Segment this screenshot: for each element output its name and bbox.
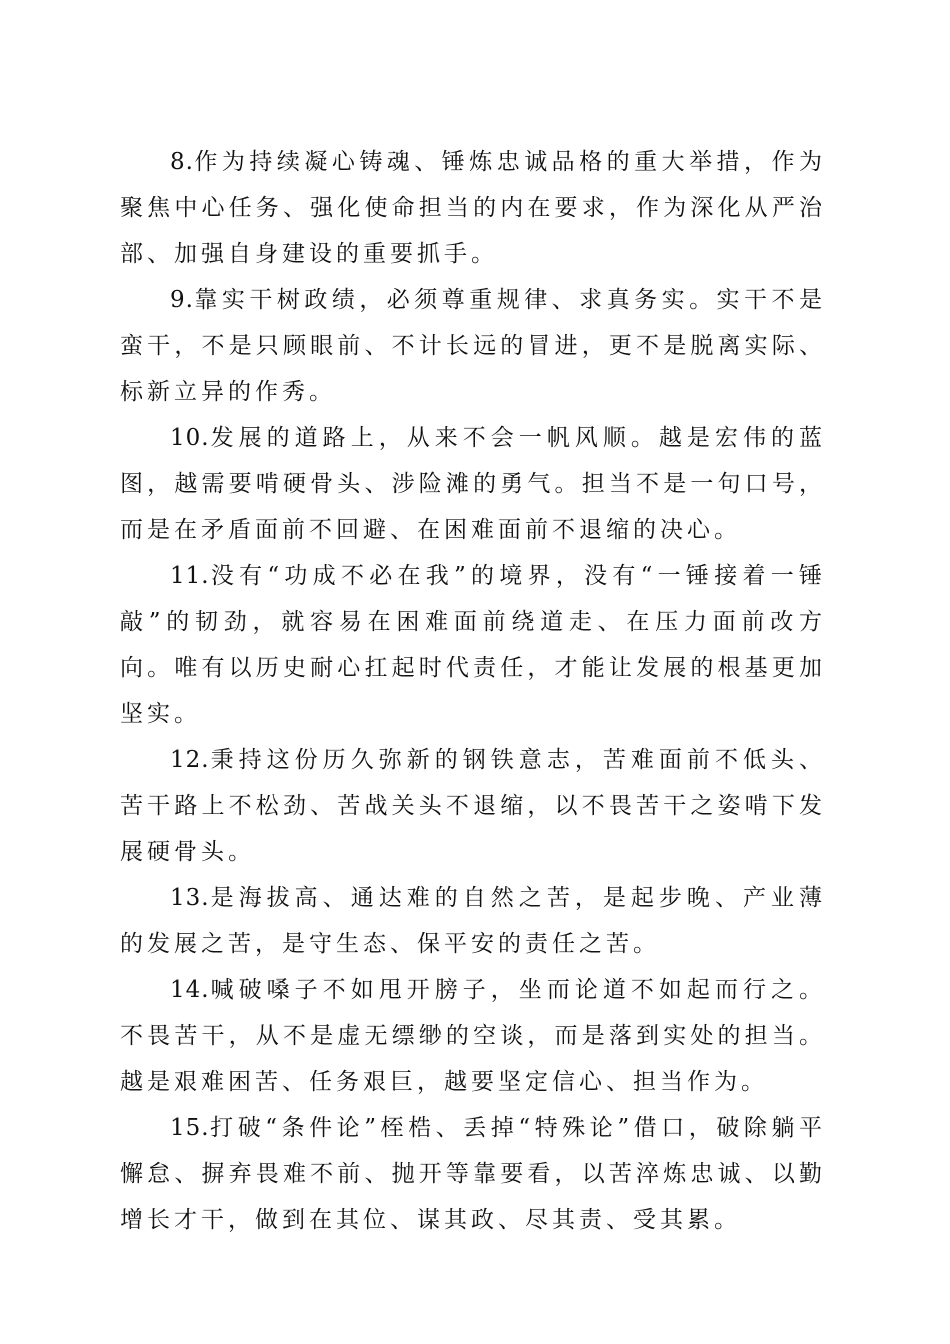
paragraph-text: 秉持这份历久弥新的钢铁意志，苦难面前不低头、苦干路上不松劲、苦战关头不退缩，以不畏苦干之姿啃下发展硬骨头。 [120, 747, 826, 865]
paragraph-number: 12. [170, 747, 210, 773]
paragraph-10 [120, 415, 826, 553]
paragraph-number: 14. [170, 977, 210, 1003]
paragraph-11 [120, 553, 826, 737]
paragraph-14 [120, 967, 826, 1105]
paragraph-text: 发展的道路上，从来不会一帆风顺。越是宏伟的蓝图，越需要啃硬骨头、涉险滩的勇气。担当不是一句口号，而是在矛盾面前不回避、在困难面前不退缩的决心。 [120, 425, 826, 543]
paragraph-13 [120, 875, 826, 967]
paragraph-number: 10. [170, 425, 210, 451]
paragraph-number: 15. [170, 1115, 210, 1141]
paragraph-number: 8. [170, 149, 194, 175]
paragraph-text: 打破“条件论”桎梏、丢掉“特殊论”借口，破除躺平懈怠、摒弃畏难不前、抛开等靠要看，以苦淬炼忠诚、以勤增长才干，做到在其位、谋其政、尽其责、受其累。 [120, 1115, 826, 1233]
paragraph-8 [120, 139, 826, 277]
paragraph-12 [120, 737, 826, 875]
paragraph-number: 9. [170, 287, 194, 313]
paragraph-text: 没有“功成不必在我”的境界，没有“一锤接着一锤敲”的韧劲，就容易在困难面前绕道走、在压力面前改方向。唯有以历史耐心扛起时代责任，才能让发展的根基更加坚实。 [120, 563, 826, 727]
paragraph-text: 作为持续凝心铸魂、锤炼忠诚品格的重大举措，作为聚焦中心任务、强化使命担当的内在要求，作为深化从严治部、加强自身建设的重要抓手。 [120, 149, 826, 267]
paragraph-9 [120, 277, 826, 415]
paragraph-15 [120, 1105, 826, 1243]
paragraph-text: 是海拔高、通达难的自然之苦，是起步晚、产业薄的发展之苦，是守生态、保平安的责任之苦。 [120, 885, 826, 957]
document-body [120, 139, 826, 1243]
paragraph-text: 靠实干树政绩，必须尊重规律、求真务实。实干不是蛮干，不是只顾眼前、不计长远的冒进，更不是脱离实际、标新立异的作秀。 [120, 287, 826, 405]
paragraph-number: 11. [170, 563, 210, 589]
paragraph-text: 喊破嗓子不如甩开膀子，坐而论道不如起而行之。不畏苦干，从不是虚无缥缈的空谈，而是落到实处的担当。越是艰难困苦、任务艰巨，越要坚定信心、担当作为。 [120, 977, 826, 1095]
paragraph-number: 13. [170, 885, 210, 911]
